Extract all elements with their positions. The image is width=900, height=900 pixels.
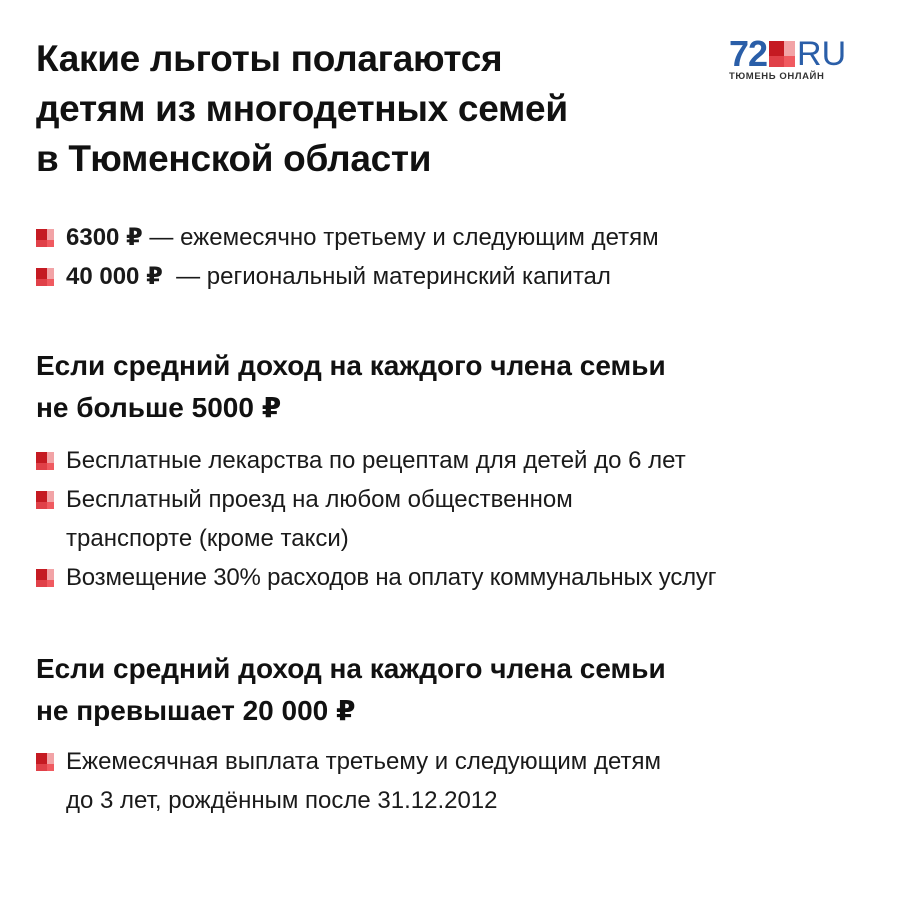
logo-suffix: RU [797, 35, 847, 73]
site-logo[interactable] [729, 33, 869, 82]
title-line-2: детям из многодетных семей [36, 88, 568, 129]
page-title [36, 34, 676, 184]
red-square-bullet-icon [36, 229, 54, 247]
section-2-heading-line-2: не превышает 20 000 ₽ [36, 695, 356, 726]
red-square-bullet-icon [36, 268, 54, 286]
logo-number: 72 [729, 33, 768, 74]
benefit-text-continuation: транспорте (кроме такси) [66, 525, 349, 552]
benefit-text-continuation: до 3 лет, рождённым после 31.12.2012 [66, 787, 498, 814]
section-1-heading-line-1: Если средний доход на каждого члена семьи [36, 350, 666, 381]
list-item [36, 441, 856, 480]
title-line-1: Какие льготы полагаются [36, 38, 503, 79]
section-1-heading-line-2: не больше 5000 ₽ [36, 392, 282, 423]
benefit-text: Возмещение 30% расходов на оплату коммунальных услуг [66, 564, 717, 591]
red-square-bullet-icon [36, 452, 54, 470]
red-square-bullet-icon [36, 753, 54, 771]
list-item [36, 480, 856, 558]
section-1-list [36, 441, 856, 597]
benefit-text: — ежемесячно третьему и следующим детям [142, 224, 659, 251]
general-benefits-list [36, 218, 856, 296]
section-2-heading [36, 648, 856, 732]
list-item [36, 257, 856, 296]
section-1-heading [36, 345, 856, 429]
logo-subtitle: ТЮМЕНЬ ОНЛАЙН [729, 71, 825, 82]
benefit-text: Ежемесячная выплата третьему и следующим детям [66, 748, 662, 775]
benefit-text: — региональный материнский капитал [162, 263, 611, 290]
benefit-amount: 6300 ₽ [66, 224, 143, 251]
logo-squares-icon [769, 41, 795, 67]
benefit-amount: 40 000 ₽ [66, 263, 163, 290]
title-line-3: в Тюменской области [36, 138, 432, 179]
red-square-bullet-icon [36, 569, 54, 587]
benefit-text: Бесплатный проезд на любом общественном [66, 486, 573, 513]
list-item [36, 558, 856, 597]
section-2-heading-line-1: Если средний доход на каждого члена семьи [36, 653, 666, 684]
list-item [36, 742, 856, 820]
list-item [36, 218, 856, 257]
section-2-list [36, 742, 856, 820]
red-square-bullet-icon [36, 491, 54, 509]
benefit-text: Бесплатные лекарства по рецептам для детей до 6 лет [66, 447, 686, 474]
